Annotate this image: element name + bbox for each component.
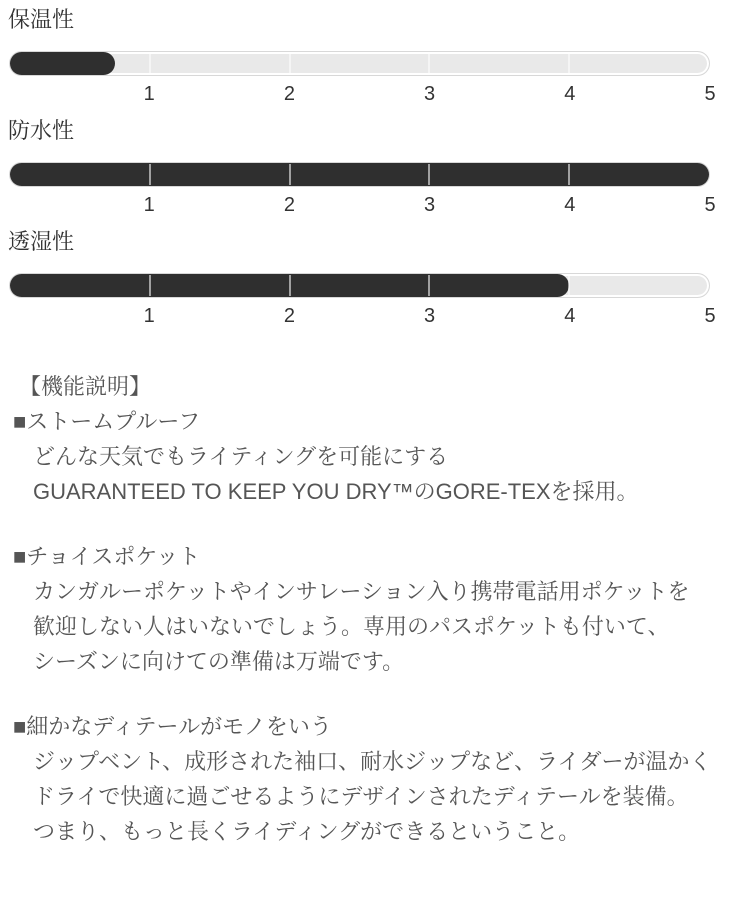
rating-bar-track — [9, 51, 710, 76]
bar-segment-divider — [428, 53, 430, 74]
feature-section-details — [0, 709, 740, 849]
scale-tick: 2 — [283, 83, 295, 105]
feature-text-line: シーズンに向けての準備は万端です。 — [33, 649, 405, 674]
bar-segment-divider — [149, 53, 151, 74]
feature-text-line: ドライで快適に過ごせるようにデザインされたディテールを装備。 — [33, 784, 689, 809]
scale-tick: 4 — [564, 194, 576, 216]
rating-group-waterproof — [8, 118, 716, 216]
feature-description-heading: 【機能説明】 — [19, 374, 152, 399]
rating-scale — [9, 305, 716, 327]
scale-tick: 5 — [704, 194, 716, 216]
feature-text-line: つまり、もっと長くライディングができるということ。 — [33, 819, 581, 844]
scale-tick: 2 — [283, 194, 295, 216]
scale-tick: 3 — [424, 305, 436, 327]
bar-segment-divider — [568, 53, 570, 74]
scale-tick: 2 — [283, 305, 295, 327]
rating-scale — [9, 194, 716, 216]
feature-text-line: カンガルーポケットやインサレーション入り携帯電話用ポケットを — [33, 579, 690, 604]
scale-tick: 1 — [143, 194, 155, 216]
rating-label: 保温性 — [8, 7, 75, 32]
scale-tick: 5 — [704, 83, 716, 105]
rating-bar-track — [9, 273, 710, 298]
rating-meters — [0, 0, 716, 327]
rating-bar-fill — [10, 52, 115, 75]
scale-tick: 4 — [564, 83, 576, 105]
bar-segment-divider — [568, 275, 570, 296]
bar-segment-divider — [289, 275, 291, 296]
bar-segment-divider — [568, 164, 570, 185]
scale-tick: 5 — [704, 305, 716, 327]
rating-bar-track — [9, 162, 710, 187]
rating-bar-fill — [10, 163, 709, 186]
rating-group-heat-retention — [8, 7, 716, 105]
scale-tick: 1 — [143, 305, 155, 327]
feature-text-line: どんな天気でもライティングを可能にする — [33, 444, 449, 469]
feature-section-title: ■チョイスポケット — [13, 544, 201, 569]
bar-segment-divider — [428, 275, 430, 296]
feature-description — [0, 369, 740, 849]
bar-segment-divider — [289, 53, 291, 74]
rating-label: 防水性 — [8, 118, 75, 143]
rating-label: 透湿性 — [8, 229, 75, 254]
feature-section-choice-pocket — [0, 539, 740, 679]
bar-segment-divider — [149, 164, 151, 185]
scale-tick: 4 — [564, 305, 576, 327]
feature-text-line: ジップベント、成形された袖口、耐水ジップなど、ライダーが温かく — [33, 749, 712, 774]
feature-text-line: GUARANTEED TO KEEP YOU DRY™のGORE-TEXを採用。 — [33, 479, 639, 504]
rating-scale — [9, 83, 716, 105]
feature-section-title: ■細かなディテールがモノをいう — [13, 714, 332, 739]
bar-segment-divider — [149, 275, 151, 296]
feature-section-stormproof — [0, 404, 740, 509]
scale-tick: 3 — [424, 83, 436, 105]
scale-tick: 3 — [424, 194, 436, 216]
bar-segment-divider — [428, 164, 430, 185]
feature-text-line: 歓迎しない人はいないでしょう。専用のパスポケットも付いて、 — [33, 614, 670, 639]
feature-section-title: ■ストームプルーフ — [13, 409, 201, 434]
rating-group-breathability — [8, 229, 716, 327]
bar-segment-divider — [289, 164, 291, 185]
scale-tick: 1 — [143, 83, 155, 105]
